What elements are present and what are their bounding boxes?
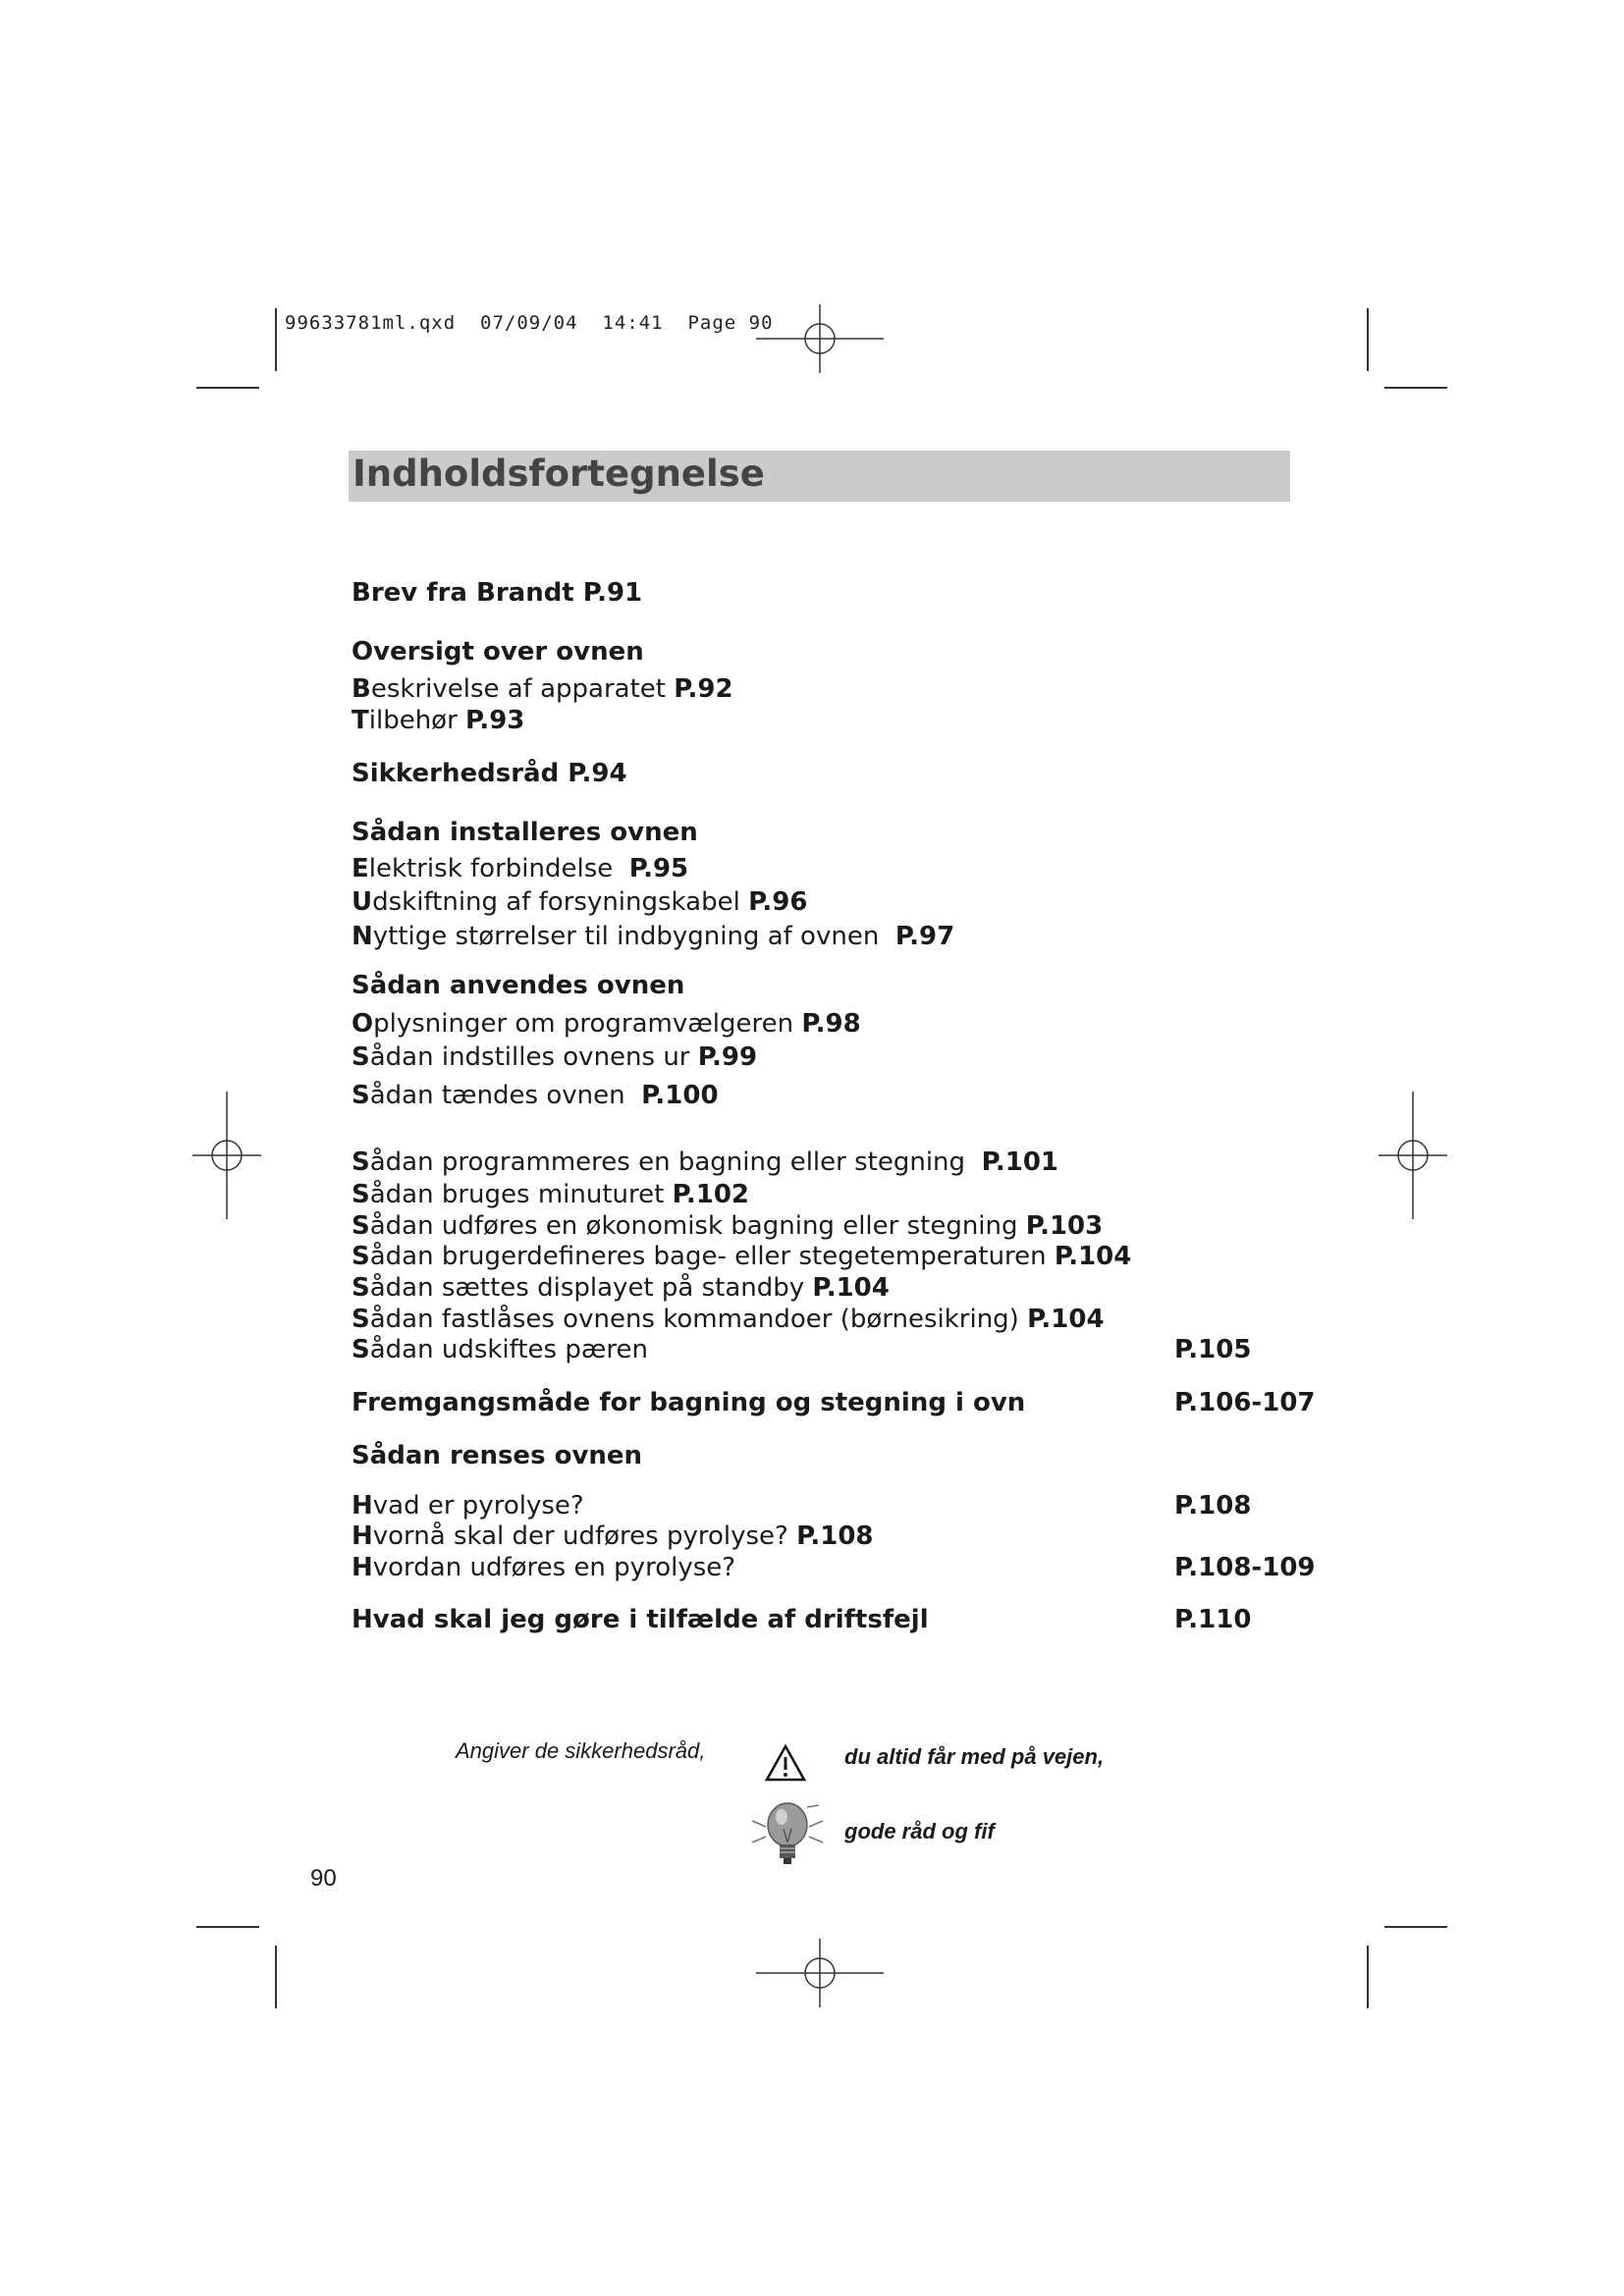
toc-entry-lead: H [352,1553,373,1582]
registration-mark-bottom [756,1939,884,2007]
toc-entry-text: ådan tændes ovnen [369,1081,642,1110]
toc-entry-lead: S [352,1305,370,1334]
crop-mark [275,1946,277,2008]
registration-mark-top [756,304,884,373]
toc-entry-text: vordan udføres en pyrolyse? [372,1553,736,1582]
toc-page-ref: P.103 [1025,1211,1104,1241]
toc-page-ref: P.108 [796,1522,874,1551]
toc-entry [352,1179,1314,1210]
toc-page-ref: P.95 [628,854,689,883]
toc-page-ref: P.93 [465,706,525,735]
toc-page-ref: P.100 [641,1081,719,1110]
toc-section-heading [352,817,1314,848]
toc-entry-lead: Sikkerhedsråd [352,759,560,788]
toc-entry-lead: T [352,706,369,735]
toc-entry [352,705,1314,736]
page-title: Indholdsfortegnelse [352,453,765,495]
toc-page-ref: P.104 [1054,1242,1132,1271]
toc-entry-lead: S [352,1211,370,1241]
toc-page-ref: P.101 [981,1148,1058,1177]
toc-entry-text: dskiftning af forsyningskabel [372,887,749,917]
toc-entry-lead: H [352,1522,373,1551]
legend-tips-text: gode råd og fif [844,1819,995,1843]
toc-entry-text: ådan bruges minuturet [369,1180,673,1209]
toc-page-ref: P.99 [697,1042,758,1072]
toc-section-heading [352,1387,1314,1418]
toc-entry-lead: H [352,1491,373,1521]
toc-page-ref: P.104 [1027,1305,1105,1334]
toc-page-ref: P.97 [894,922,955,951]
toc-entry-text: eskrivelse af apparatet [370,674,675,704]
toc-page-ref: P.102 [672,1180,750,1209]
toc-entry-text: plysninger om programvælgeren [373,1009,802,1039]
toc-entry-text: ådan udskiftes pæren [369,1335,648,1364]
toc-entry-lead: N [352,922,373,951]
toc-entry-lead: Sådan installeres ovnen [352,818,698,847]
toc-entry [352,1147,1314,1178]
toc-page-ref: P.92 [674,674,733,704]
toc-page-ref-column: P.105 [1174,1335,1252,1364]
toc-page-ref: P.96 [748,887,808,917]
toc-entry [352,1521,1314,1552]
crop-mark [196,387,259,389]
toc-section-heading [352,1604,1314,1635]
toc-entry-text: vad er pyrolyse? [372,1491,584,1521]
toc-entry-text: ådan sættes displayet på standby [369,1273,813,1303]
registration-mark-right [1379,1092,1447,1219]
crop-mark [1367,308,1369,371]
toc-entry-text: lektrisk forbindelse [368,854,629,883]
registration-mark-left [192,1092,261,1219]
crop-mark [1367,1946,1369,2008]
toc-entry-lead: S [352,1242,370,1271]
toc-entry-text: ådan indstilles ovnens ur [369,1042,698,1072]
toc-entry-lead: Sådan renses ovnen [352,1441,643,1470]
toc-section-heading [352,577,1314,609]
toc-entry-lead: S [352,1335,370,1364]
toc-entry-lead: S [352,1042,370,1072]
toc-entry [352,1304,1314,1335]
toc-entry-text: ådan fastlåses ovnens kommandoer (børnesikring) [369,1305,1028,1334]
toc-entry [352,1210,1314,1242]
toc-entry-text: ådan programmeres en bagning eller stegning [369,1148,982,1177]
toc-entry-lead: B [352,674,371,704]
toc-section-heading [352,970,1314,1001]
file-slug: 99633781ml.qxd 07/09/04 14:41 Page 90 [285,312,774,334]
crop-mark [275,308,277,371]
toc-entry [352,853,1314,884]
toc-entry-lead: Hvad skal jeg gøre i tilfælde af driftsfejl [352,1605,929,1634]
toc-entry [352,1490,1314,1522]
toc-page-ref: P.104 [812,1273,890,1303]
toc-entry-lead: Sådan anvendes ovnen [352,971,685,1000]
crop-mark [1384,1926,1447,1928]
toc-entry [352,1041,1314,1073]
toc-entry [352,1272,1314,1304]
lightbulb-icon [746,1799,829,1872]
toc-section-heading [352,636,1314,667]
page-number: 90 [310,1865,337,1892]
crop-mark [196,1926,259,1928]
toc-entry-lead: O [352,1009,374,1039]
toc-entry-lead: Oversigt over ovnen [352,637,644,667]
toc-entry-lead: U [352,887,373,917]
toc-entry-text: ådan brugerdefineres bage- eller stegetemperaturen [369,1242,1055,1271]
toc-entry [352,1241,1314,1272]
toc-page-ref: P.91 [573,578,643,608]
toc-page-ref-column: P.106-107 [1174,1388,1316,1417]
toc-entry-lead: S [352,1273,370,1303]
toc-entry-text: yttige størrelser til indbygning af ovnen [372,922,895,951]
toc-page-ref-column: P.108 [1174,1491,1252,1521]
crop-mark [1384,387,1447,389]
warning-icon [764,1743,807,1783]
toc-entry-lead: S [352,1081,370,1110]
toc-page-ref: P.94 [559,759,627,788]
toc-page-ref: P.98 [801,1009,861,1039]
toc-page-ref-column: P.108-109 [1174,1553,1316,1582]
toc-entry [352,673,1314,705]
toc-section-heading [352,1440,1314,1471]
toc-entry [352,1080,1314,1111]
toc-section-heading [352,758,1314,789]
legend-warning-text: du altid får med på vejen, [844,1744,1105,1769]
toc-entry-text: ilbehør [368,706,466,735]
toc-entry [352,1552,1314,1583]
toc-entry [352,921,1314,952]
toc-entry-lead: S [352,1148,370,1177]
toc-entry-lead: E [352,854,369,883]
toc-entry-lead: Fremgangsmåde for bagning og stegning i ovn [352,1388,1026,1417]
toc-entry-lead: S [352,1180,370,1209]
toc-page-ref-column: P.110 [1174,1605,1252,1634]
toc-entry-text: vornå skal der udføres pyrolyse? [372,1522,797,1551]
page-title-bar [349,451,1290,502]
toc-entry-lead: Brev fra Brandt [352,578,574,608]
toc-entry [352,886,1314,918]
toc-entry [352,1008,1314,1040]
toc-entry-text: ådan udføres en økonomisk bagning eller stegning [369,1211,1026,1241]
legend-intro: Angiver de sikkerhedsråd, [456,1738,706,1763]
toc-entry [352,1334,1314,1365]
